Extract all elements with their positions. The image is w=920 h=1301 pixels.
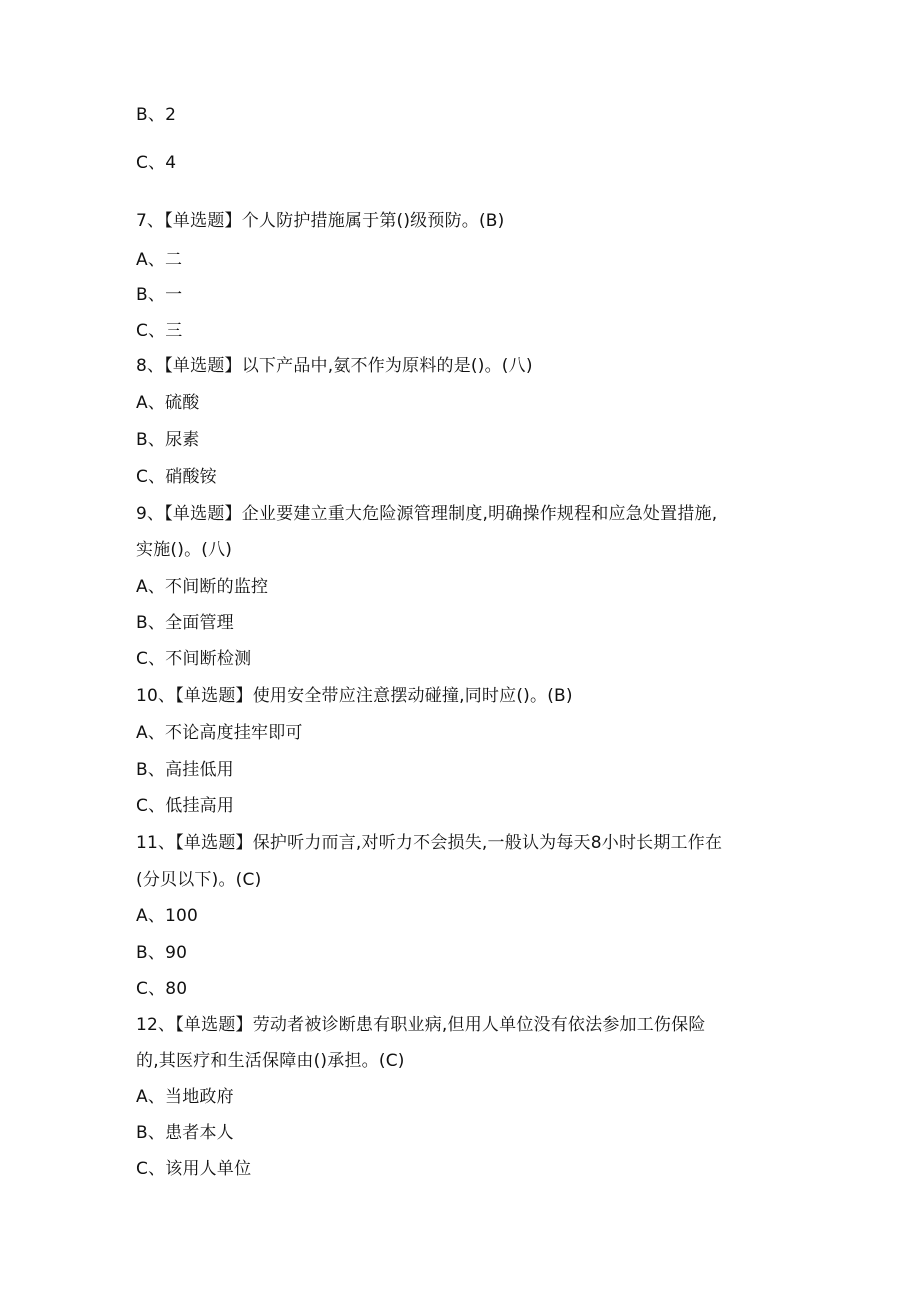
option-line: B、90 [136,943,188,963]
option-line: B、尿素 [136,430,200,450]
option-line: A、硫酸 [136,393,200,413]
option-line: A、100 [136,906,199,926]
option-line: C、4 [136,153,177,173]
option-line: B、一 [136,285,183,305]
option-line: B、全面管理 [136,613,234,633]
question-line: 12、【单选题】劳动者被诊断患有职业病,但用人单位没有依法参加工伤保险 [136,1015,706,1035]
option-line: C、低挂高用 [136,796,235,816]
question-line: 10、【单选题】使用安全带应注意摆动碰撞,同时应()。(B) [136,686,573,706]
option-line: B、高挂低用 [136,760,234,780]
option-line: C、不间断检测 [136,649,252,669]
option-line: C、三 [136,321,183,341]
option-line: A、不论高度挂牢即可 [136,723,303,743]
question-continuation: (分贝以下)。(C) [136,870,262,890]
question-continuation: 的,其医疗和生活保障由()承担。(C) [136,1051,405,1071]
option-line: C、该用人单位 [136,1159,252,1179]
question-line: 7、【单选题】个人防护措施属于第()级预防。(B) [136,211,505,231]
option-line: A、不间断的监控 [136,577,269,597]
option-line: A、二 [136,250,183,270]
question-continuation: 实施()。(八) [136,540,233,560]
option-line: B、2 [136,105,177,125]
question-line: 9、【单选题】企业要建立重大危险源管理制度,明确操作规程和应急处置措施, [136,504,718,524]
question-line: 8、【单选题】以下产品中,氨不作为原料的是()。(八) [136,356,533,376]
option-line: B、患者本人 [136,1123,234,1143]
question-line: 11、【单选题】保护听力而言,对听力不会损失,一般认为每天8小时长期工作在 [136,833,723,853]
option-line: C、硝酸铵 [136,467,217,487]
option-line: A、当地政府 [136,1087,234,1107]
option-line: C、80 [136,979,188,999]
